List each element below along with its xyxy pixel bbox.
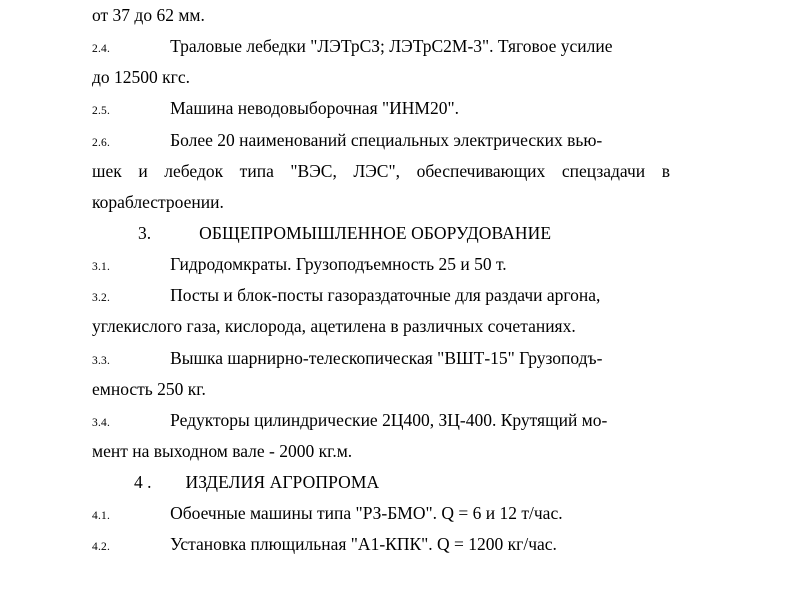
section-title: ОБЩЕПРОМЫШЛЕННОЕ ОБОРУДОВАНИЕ bbox=[199, 222, 552, 243]
item-number: 3.4. bbox=[92, 416, 111, 429]
list-item-2-5 bbox=[92, 93, 670, 124]
item-text-line3: кораблестроении. bbox=[92, 191, 224, 212]
item-number: 2.4. bbox=[92, 43, 111, 56]
item-number: 3.2. bbox=[92, 292, 111, 305]
list-item-3-4 bbox=[92, 405, 670, 467]
item-text-line2: углекислого газа, кислорода, ацетилена в различных сочетаниях. bbox=[92, 316, 576, 337]
item-text-line1: Посты и блок-посты газораздаточные для раздачи аргона, bbox=[170, 285, 601, 306]
item-number: 2.5. bbox=[92, 105, 111, 118]
list-item-2-4 bbox=[92, 31, 670, 93]
item-number: 4.1. bbox=[92, 510, 111, 523]
item-text-line1: Траловые лебедки "ЛЭТрСЗ; ЛЭТрС2М-3". Тяговое усилие bbox=[170, 36, 613, 57]
item-text-line2: до 12500 кгс. bbox=[92, 67, 190, 88]
item-text-line2: емность 250 кг. bbox=[92, 378, 206, 399]
paragraph-continuation bbox=[92, 0, 670, 31]
list-item-4-2 bbox=[92, 529, 670, 560]
item-text-line1: Обоечные машины типа "РЗ-БМО". Q = 6 и 12 т/час. bbox=[170, 503, 563, 524]
item-text-line1: Установка плющильная "А1-КПК". Q = 1200 кг/час. bbox=[170, 534, 557, 555]
list-item-4-1 bbox=[92, 498, 670, 529]
document-body bbox=[92, 0, 670, 561]
item-text-line1: Редукторы цилиндрические 2Ц400, ЗЦ-400. Крутящий мо- bbox=[170, 409, 608, 430]
item-text-line1: Вышка шарнирно-телескопическая "ВШТ-15" Грузоподъ- bbox=[170, 347, 603, 368]
item-number: 4.2. bbox=[92, 541, 111, 554]
list-item-3-1 bbox=[92, 249, 670, 280]
item-text-line1: Более 20 наименований специальных электрических вью- bbox=[170, 129, 603, 150]
section-heading-3 bbox=[92, 218, 670, 249]
section-title: ИЗДЕЛИЯ АГРОПРОМА bbox=[185, 472, 380, 493]
list-item-3-3 bbox=[92, 343, 670, 405]
item-number: 2.6. bbox=[92, 136, 111, 149]
item-text-line1: Машина неводовыборочная "ИНМ20". bbox=[170, 98, 459, 119]
paragraph-text: от 37 до 62 мм. bbox=[92, 5, 205, 25]
item-text-line1: Гидродомкраты. Грузоподъемность 25 и 50 т. bbox=[170, 254, 507, 275]
list-item-2-6 bbox=[92, 125, 670, 218]
list-item-3-2 bbox=[92, 280, 670, 342]
item-number: 3.1. bbox=[92, 261, 111, 274]
section-number: 3. bbox=[138, 222, 152, 243]
item-text-line2: шек и лебедок типа "ВЭС, ЛЭС", обеспечивающих спецзадачи в bbox=[92, 160, 670, 181]
item-number: 3.3. bbox=[92, 354, 111, 367]
section-heading-4 bbox=[92, 467, 670, 498]
item-text-line2: мент на выходном вале - 2000 кг.м. bbox=[92, 440, 353, 461]
section-number: 4 . bbox=[134, 472, 152, 493]
